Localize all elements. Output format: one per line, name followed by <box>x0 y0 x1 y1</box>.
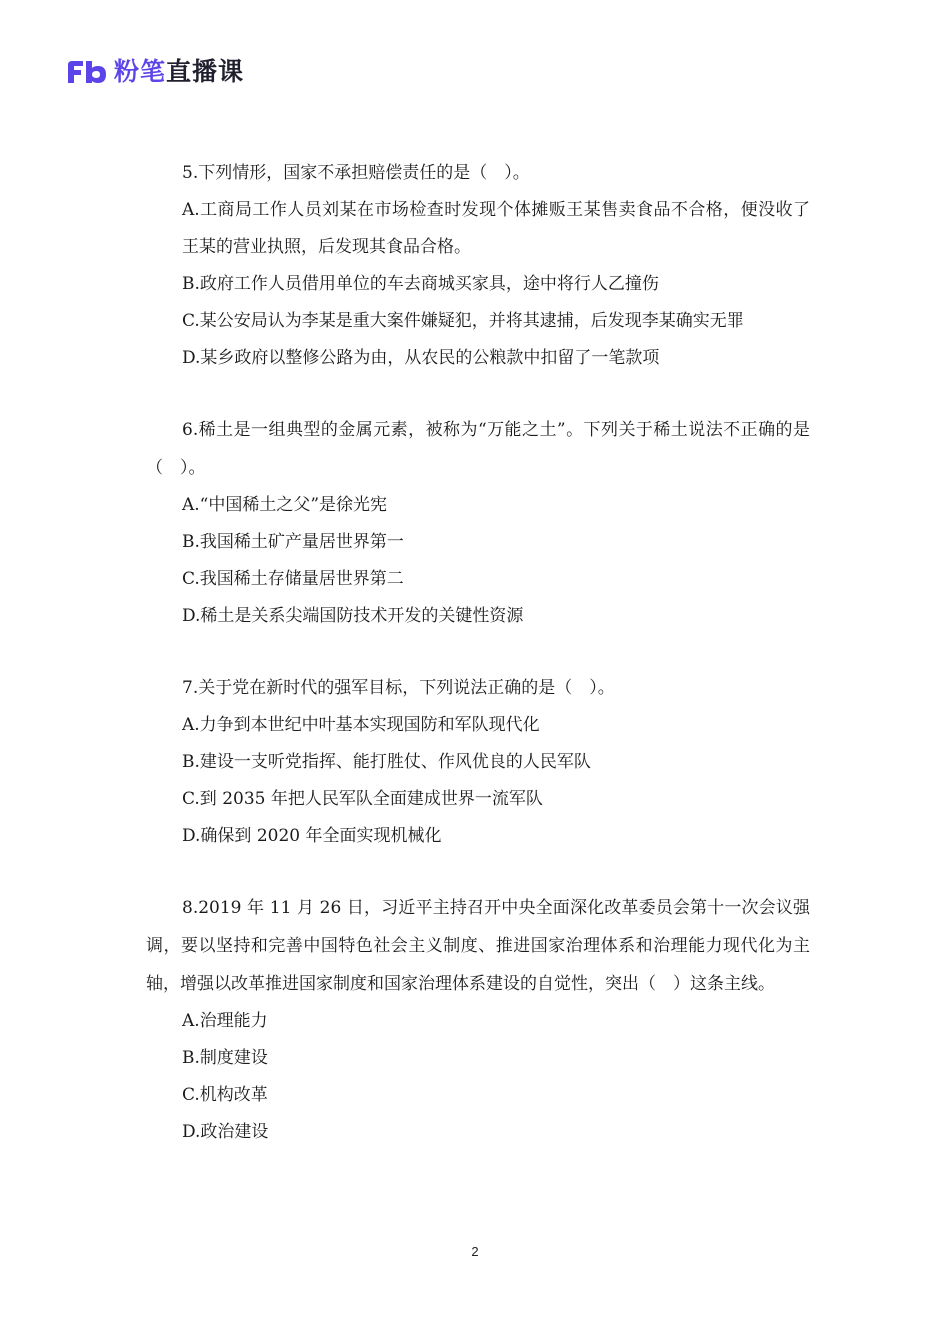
option-a: A.治理能力 <box>182 1011 268 1031</box>
option-c: C.到 2035 年把人民军队全面建成世界一流军队 <box>182 789 543 809</box>
option-d: D.确保到 2020 年全面实现机械化 <box>182 826 442 846</box>
question-5 <box>146 154 810 377</box>
option-a: A.力争到本世纪中叶基本实现国防和军队现代化 <box>182 715 540 735</box>
option-b: B.制度建设 <box>182 1048 268 1068</box>
fb-logo-icon <box>66 59 108 85</box>
question-7 <box>146 669 810 855</box>
question-stem: 6.稀土是一组典型的金属元素，被称为“万能之土”。下列关于稀土说法不正确的是（ ）。 <box>146 420 810 478</box>
brand-logo <box>66 54 244 90</box>
option-c: C.某公安局认为李某是重大案件嫌疑犯，并将其逮捕，后发现李某确实无罪 <box>182 311 744 331</box>
question-stem: 8.2019 年 11 月 26 日，习近平主持召开中央全面深化改革委员会第十一次会议强调，要以坚持和完善中国特色社会主义制度、推进国家治理体系和治理能力现代化为主轴，增强以改革推进国家制度和国家治理体系建设的自觉性，突出（ ）这条主线。 <box>146 898 810 994</box>
brand-name-primary: 粉笔 <box>114 57 167 86</box>
option-d: D.稀土是关系尖端国防技术开发的关键性资源 <box>182 606 524 626</box>
question-8 <box>146 889 810 1151</box>
question-list <box>146 154 810 1185</box>
brand-name <box>114 54 244 90</box>
question-6 <box>146 411 810 635</box>
option-a: A.工商局工作人员刘某在市场检查时发现个体摊贩王某售卖食品不合格，便没收了王某的营业执照，后发现其食品合格。 <box>182 200 810 257</box>
question-stem: 7.关于党在新时代的强军目标，下列说法正确的是（ ）。 <box>182 678 615 698</box>
option-d: D.某乡政府以整修公路为由，从农民的公粮款中扣留了一笔款项 <box>182 348 660 368</box>
option-b: B.政府工作人员借用单位的车去商城买家具，途中将行人乙撞伤 <box>182 274 659 294</box>
question-stem: 5.下列情形，国家不承担赔偿责任的是（ ）。 <box>182 163 530 183</box>
option-b: B.我国稀土矿产量居世界第一 <box>182 532 404 552</box>
page-number: 2 <box>471 1244 479 1259</box>
brand-name-suffix: 直播课 <box>166 57 245 86</box>
option-d: D.政治建设 <box>182 1122 269 1142</box>
option-c: C.机构改革 <box>182 1085 268 1105</box>
option-a: A.“中国稀土之父”是徐光宪 <box>182 495 388 515</box>
option-b: B.建设一支听党指挥、能打胜仗、作风优良的人民军队 <box>182 752 591 772</box>
option-c: C.我国稀土存储量居世界第二 <box>182 569 404 589</box>
